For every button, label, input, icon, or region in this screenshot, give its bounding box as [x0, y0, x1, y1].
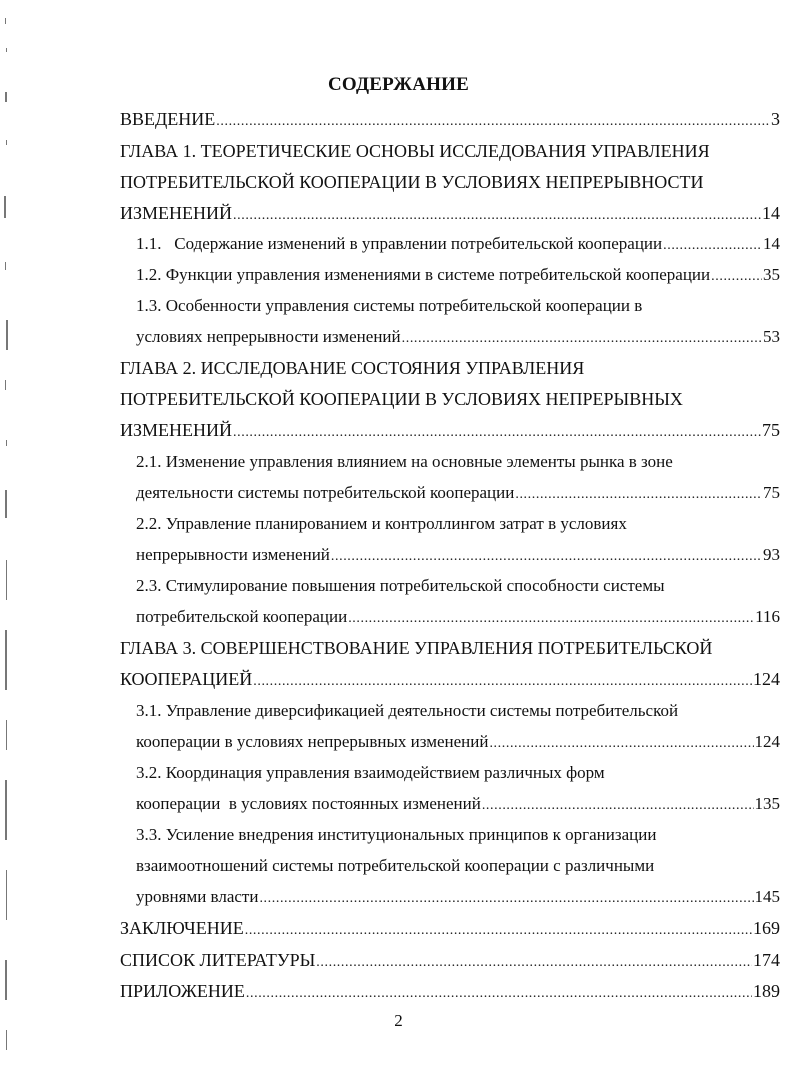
dot-leader	[259, 891, 753, 907]
toc-entry-conclusion[interactable]	[120, 918, 780, 942]
dot-leader	[663, 238, 762, 254]
dot-leader	[253, 674, 752, 690]
entry-title: кооперации в условиях непрерывных изменений	[136, 732, 489, 751]
entry-title: деятельности системы потребительской кооперации	[136, 483, 515, 502]
page-number-ref: 3	[771, 109, 780, 129]
entry-title: условиях непрерывности изменений	[136, 327, 401, 346]
entry-title: уровнями власти	[136, 887, 259, 906]
toc-section-3-3-line-2[interactable]: взаимоотношений системы потребительской кооперации с различными	[136, 856, 655, 875]
entry-title: кооперации в условиях постоянных изменений	[136, 794, 481, 813]
page-number-ref: 124	[753, 669, 780, 689]
toc-section-2-2-line-1[interactable]: 2.2. Управление планированием и контроллингом затрат в условиях	[136, 514, 627, 533]
dot-leader	[245, 923, 752, 939]
dot-leader	[331, 549, 762, 565]
page-number-ref: 135	[754, 794, 780, 813]
toc-chapter-3-line-1[interactable]: ГЛАВА 3. СОВЕРШЕНСТВОВАНИЕ УПРАВЛЕНИЯ ПОТРЕБИТЕЛЬСКОЙ	[120, 638, 713, 658]
toc-section-2-1-line-1[interactable]: 2.1. Изменение управления влиянием на основные элементы рынка в зоне	[136, 452, 673, 471]
entry-title: ПРИЛОЖЕНИЕ	[120, 981, 245, 1001]
toc-section-1-3[interactable]	[136, 327, 780, 351]
page-title: СОДЕРЖАНИЕ	[328, 74, 469, 95]
toc-chapter-2[interactable]	[120, 420, 780, 444]
page-number-ref: 116	[755, 607, 780, 626]
page-number-ref: 35	[763, 265, 780, 284]
page-number-ref: 145	[754, 887, 780, 906]
toc-section-3-2-line-1[interactable]: 3.2. Координация управления взаимодействием различных форм	[136, 763, 605, 782]
toc-chapter-3[interactable]	[120, 669, 780, 693]
toc-chapter-2-line-1[interactable]: ГЛАВА 2. ИССЛЕДОВАНИЕ СОСТОЯНИЯ УПРАВЛЕНИЯ	[120, 358, 585, 378]
page-number-ref: 14	[763, 234, 780, 253]
entry-title: ЗАКЛЮЧЕНИЕ	[120, 918, 244, 938]
dot-leader	[482, 798, 754, 814]
toc-section-1-1[interactable]	[136, 234, 780, 258]
toc-section-3-3-line-1[interactable]: 3.3. Усиление внедрения институциональных принципов к организации	[136, 825, 657, 844]
toc-section-1-2[interactable]	[136, 265, 780, 289]
page-number: 2	[394, 1011, 403, 1030]
toc-section-2-3-line-1[interactable]: 2.3. Стимулирование повышения потребительской способности системы	[136, 576, 665, 595]
entry-title: КООПЕРАЦИЕЙ	[120, 669, 253, 689]
page-number-ref: 174	[753, 950, 780, 970]
toc-entry-introduction[interactable]	[120, 109, 780, 133]
entry-title: СПИСОК ЛИТЕРАТУРЫ	[120, 950, 316, 970]
page-number-ref: 93	[763, 545, 780, 564]
page-number-ref: 75	[763, 483, 780, 502]
toc-section-3-1-line-1[interactable]: 3.1. Управление диверсификацией деятельности системы потребительской	[136, 701, 679, 720]
toc-section-1-3-line-1[interactable]: 1.3. Особенности управления системы потребительской кооперации в	[136, 296, 643, 315]
dot-leader	[233, 425, 761, 441]
page-number-ref: 189	[753, 981, 780, 1001]
toc-section-2-3[interactable]	[136, 607, 780, 631]
page-number-ref: 124	[754, 732, 780, 751]
entry-title: ИЗМЕНЕНИЙ	[120, 420, 233, 440]
toc-section-3-3[interactable]	[136, 887, 780, 911]
entry-title: 1.2. Функции управления изменениями в системе потребительской кооперации	[136, 265, 711, 284]
entry-title: ИЗМЕНЕНИЙ	[120, 203, 233, 223]
page-number-ref: 14	[762, 203, 780, 223]
entry-title: потребительской кооперации	[136, 607, 348, 626]
dot-leader	[348, 611, 754, 627]
page-number-ref: 75	[762, 420, 780, 440]
toc-chapter-1[interactable]	[120, 203, 780, 227]
dot-leader	[216, 114, 770, 130]
toc-section-3-2[interactable]	[136, 794, 780, 818]
entry-title: ВВЕДЕНИЕ	[120, 109, 216, 129]
dot-leader	[316, 955, 752, 971]
page-number-ref: 169	[753, 918, 780, 938]
toc-entry-appendix[interactable]	[120, 981, 780, 1005]
entry-title: непрерывности изменений	[136, 545, 330, 564]
toc-entry-references[interactable]	[120, 950, 780, 974]
dot-leader	[489, 736, 753, 752]
page-number-ref: 53	[763, 327, 780, 346]
dot-leader	[402, 331, 762, 347]
toc-section-2-1[interactable]	[136, 483, 780, 507]
toc-chapter-1-line-1[interactable]: ГЛАВА 1. ТЕОРЕТИЧЕСКИЕ ОСНОВЫ ИССЛЕДОВАНИЯ УПРАВЛЕНИЯ	[120, 141, 710, 161]
toc-section-3-1[interactable]	[136, 732, 780, 756]
toc-section-2-2[interactable]	[136, 545, 780, 569]
entry-title: 1.1. Содержание изменений в управлении потребительской кооперации	[136, 234, 663, 253]
dot-leader	[246, 986, 752, 1002]
toc-chapter-1-line-2[interactable]: ПОТРЕБИТЕЛЬСКОЙ КООПЕРАЦИИ В УСЛОВИЯХ НЕПРЕРЫВНОСТИ	[120, 172, 704, 192]
scan-edge-marks	[2, 0, 12, 1087]
dot-leader	[233, 208, 761, 224]
dot-leader	[711, 269, 762, 285]
toc-chapter-2-line-2[interactable]: ПОТРЕБИТЕЛЬСКОЙ КООПЕРАЦИИ В УСЛОВИЯХ НЕПРЕРЫВНЫХ	[120, 389, 683, 409]
dot-leader	[515, 487, 762, 503]
